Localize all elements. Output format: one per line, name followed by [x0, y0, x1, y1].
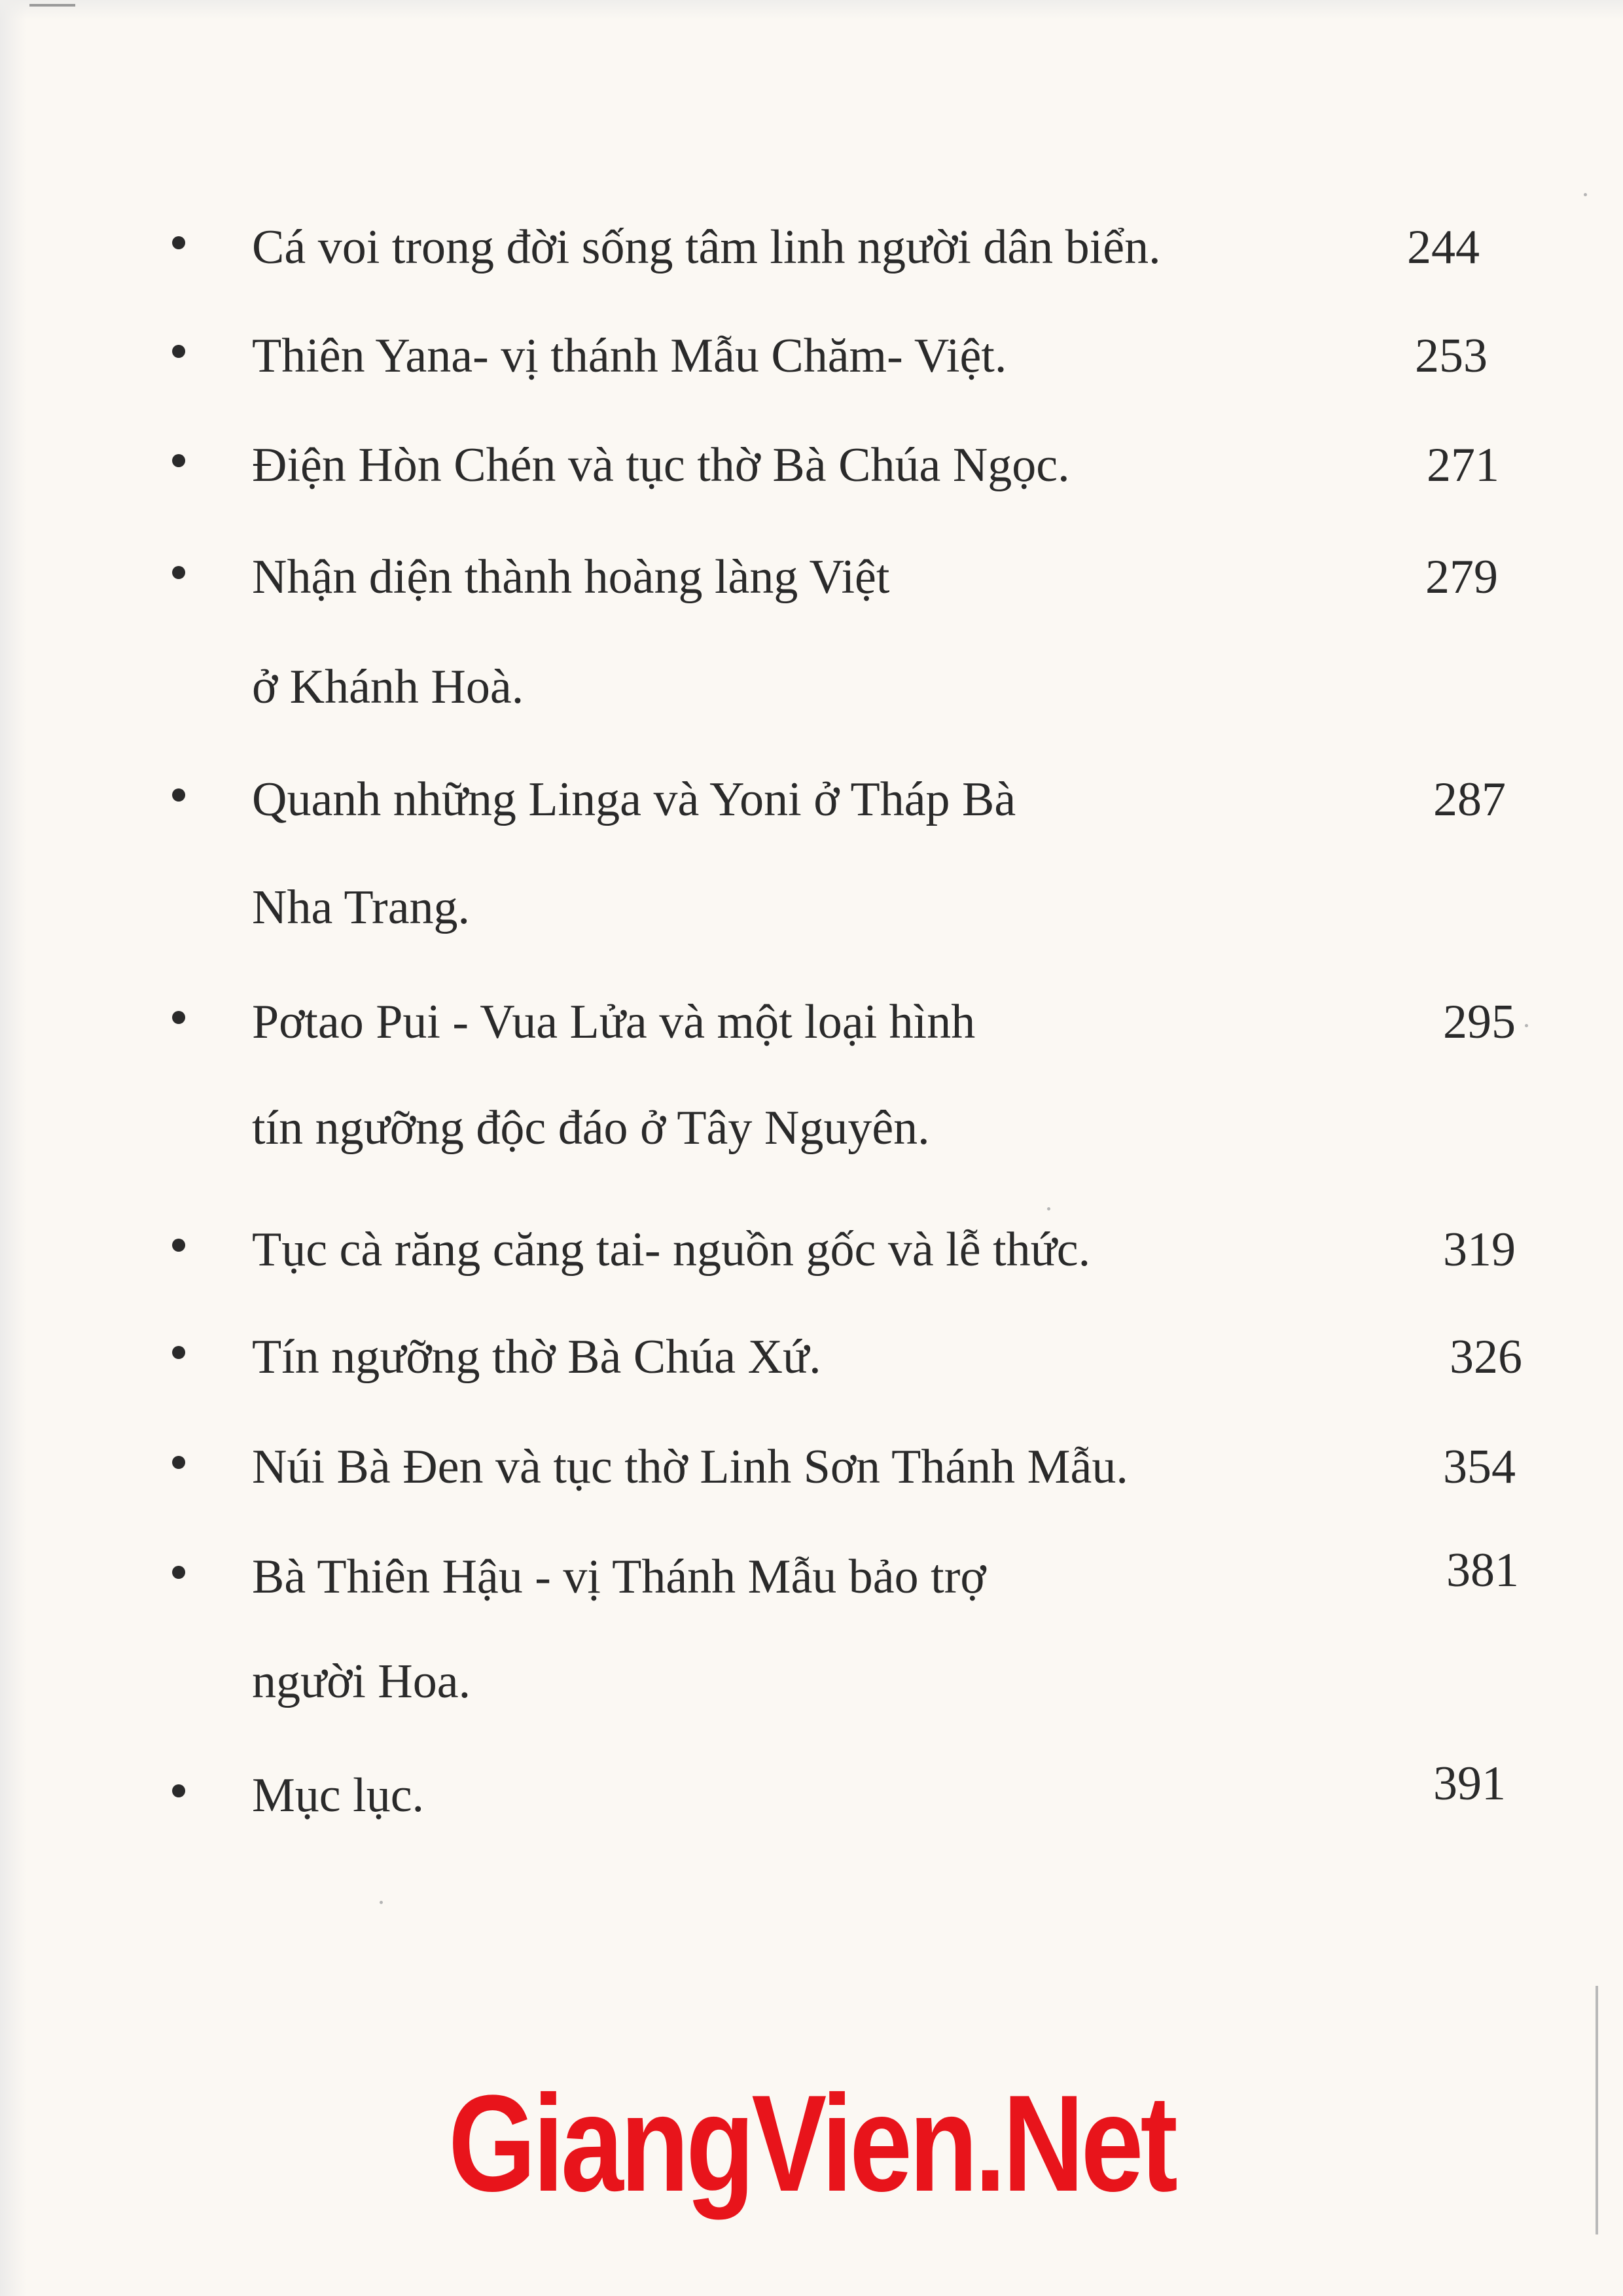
toc-entry: [0, 1217, 1623, 1276]
scan-speck: [380, 1901, 383, 1904]
toc-entry: [0, 215, 1623, 274]
toc-entry-page: 253: [1415, 329, 1488, 383]
toc-entry-page: 319: [1443, 1223, 1516, 1277]
toc-entry-title: Nhận diện thành hoàng làng Việt: [252, 550, 890, 604]
toc-entry-page: 391: [1433, 1757, 1506, 1810]
toc-entry-title: Núi Bà Đen và tục thờ Linh Sơn Thánh Mẫu.: [252, 1440, 1128, 1494]
toc-entry-page: 326: [1450, 1330, 1522, 1384]
toc-entry-page: 271: [1427, 438, 1499, 492]
toc-entry: [0, 1434, 1623, 1493]
bullet-icon: [172, 1239, 185, 1252]
toc-entry-title: Cá voi trong đời sống tâm linh người dân biển.: [252, 221, 1161, 274]
bullet-icon: [172, 1346, 185, 1359]
toc-entry-title: Điện Hòn Chén và tục thờ Bà Chúa Ngọc.: [252, 438, 1070, 492]
toc-entry-title: Thiên Yana- vị thánh Mẫu Chăm- Việt.: [252, 329, 1007, 383]
toc-entry: [0, 1757, 1623, 1822]
bullet-icon: [172, 788, 185, 802]
watermark-logo: GiangVien.Net: [448, 2066, 1175, 2220]
toc-entry: [0, 544, 1623, 714]
toc-entry: [0, 989, 1623, 1155]
toc-entry: [0, 767, 1623, 934]
toc-entry-page: 354: [1443, 1440, 1516, 1494]
toc-entry: [0, 433, 1623, 491]
scan-speck: [1047, 1207, 1050, 1210]
toc-entry-page: 287: [1433, 773, 1506, 826]
toc-entry-title-continued: ở Khánh Hoà.: [252, 660, 524, 714]
toc-entry-title: Tục cà răng căng tai- nguồn gốc và lễ thức.: [252, 1223, 1091, 1277]
bullet-icon: [172, 454, 185, 467]
bullet-icon: [172, 1456, 185, 1469]
toc-entry-title-continued: tín ngưỡng độc đáo ở Tây Nguyên.: [252, 1101, 930, 1155]
scan-speck: [1525, 1024, 1528, 1027]
scan-speck: [1584, 193, 1587, 196]
bullet-icon: [172, 1011, 185, 1024]
toc-entry: [0, 1324, 1623, 1383]
toc-entry-title: Tín ngưỡng thờ Bà Chúa Xứ.: [252, 1330, 821, 1384]
bullet-icon: [172, 236, 185, 249]
toc-entry-title-continued: người Hoa.: [252, 1655, 471, 1708]
bullet-icon: [172, 345, 185, 358]
toc-entry-title: Quanh những Linga và Yoni ở Tháp Bà: [252, 773, 1016, 826]
toc-entry-page: 295: [1443, 995, 1516, 1049]
toc-entry-title-continued: Nha Trang.: [252, 881, 471, 934]
toc-entry-page: 279: [1425, 550, 1498, 604]
toc-entry-title: Bà Thiên Hậu - vị Thánh Mẫu bảo trợ: [252, 1550, 986, 1604]
bullet-icon: [172, 1784, 185, 1797]
toc-entry-title: Mục lục.: [252, 1769, 425, 1822]
toc-entry-page: 381: [1446, 1544, 1519, 1597]
toc-entry-title: Pơtao Pui - Vua Lửa và một loại hình: [252, 995, 976, 1049]
scan-mark: [29, 4, 75, 7]
bullet-icon: [172, 566, 185, 579]
bullet-icon: [172, 1566, 185, 1579]
toc-entry: [0, 1544, 1623, 1708]
toc-entry-page: 244: [1407, 221, 1480, 274]
toc-entry: [0, 323, 1623, 382]
page-top-shadow: [0, 0, 1623, 20]
scan-mark-right: [1596, 1986, 1598, 2234]
